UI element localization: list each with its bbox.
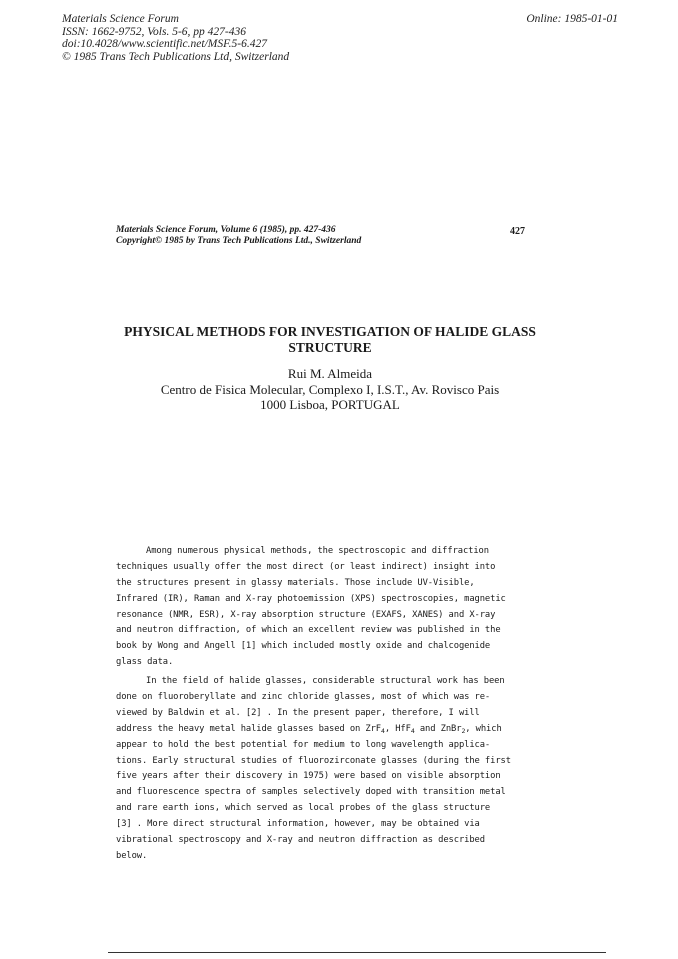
text-line: and neutron diffraction, of which an excellent review was published in the (116, 625, 501, 636)
body-text (116, 544, 536, 865)
publication-header (62, 13, 289, 63)
text-line: [3] . More direct structural information, however, may be obtained via (116, 819, 480, 830)
author-affiliation-1: Centro de Fisica Molecular, Complexo I, I.S.T., Av. Rovisco Pais (160, 381, 500, 397)
header-issn: ISSN: 1662-9752, Vols. 5-6, pp 427-436 (62, 25, 246, 38)
text-segment: , which (465, 723, 502, 734)
text-line: viewed by Baldwin et al. [2] . In the present paper, therefore, I will (116, 707, 480, 718)
header-journal: Materials Science Forum (62, 13, 179, 25)
journal-citation: Materials Science Forum, Volume 6 (1985), pp. 427-436 (116, 225, 336, 235)
text-line: techniques usually offer the most direct (or least indirect) insight into (116, 561, 496, 572)
subscript: 4 (410, 726, 415, 735)
text-line: the structures present in glassy materials. Those include UV-Visible, (116, 577, 475, 588)
journal-copyright: Copyright© 1985 by Trans Tech Publications Ltd., Switzerland (116, 236, 362, 246)
paper-title (80, 324, 580, 356)
journal-info (116, 225, 361, 247)
bottom-rule (108, 952, 606, 953)
text-line: Among numerous physical methods, the spectroscopic and diffraction (146, 546, 489, 556)
text-line: vibrational spectroscopy and X-ray and neutron diffraction as described (116, 835, 485, 846)
online-date: Online: 1985-01-01 (526, 13, 618, 25)
text-line-formulas (116, 722, 536, 738)
text-line: In the field of halide glasses, considerable structural work has been (146, 676, 505, 687)
text-line: book by Wong and Angell [1] which included mostly oxide and chalcogenide (116, 641, 491, 652)
text-line: glass data. (116, 657, 174, 668)
text-line: and fluorescence spectra of samples selectively doped with transition metal (116, 787, 506, 798)
text-line: tions. Early structural studies of fluorozirconate glasses (during the first (116, 755, 511, 766)
text-line: Infrared (IR), Raman and X-ray photoemission (XPS) spectroscopies, magnetic (116, 593, 506, 604)
author-block (80, 366, 580, 413)
page-number: 427 (510, 226, 525, 237)
header-doi[interactable]: doi:10.4028/www.scientific.net/MSF.5-6.427 (62, 38, 267, 50)
text-segment: , HfF (384, 723, 411, 734)
text-line: done on fluoroberyllate and zinc chloride glasses, most of which was re- (116, 692, 491, 703)
header-copyright: © 1985 Trans Tech Publications Ltd, Switzerland (62, 50, 290, 63)
text-line: five years after their discovery in 1975) were based on visible absorption (116, 771, 501, 782)
paragraph-1 (116, 544, 536, 671)
text-line: and rare earth ions, which served as local probes of the glass structure (116, 803, 491, 814)
subscript: 2 (461, 726, 466, 735)
text-line: appear to hold the best potential for medium to long wavelength applica- (116, 739, 491, 750)
title-line-2: STRUCTURE (288, 340, 372, 355)
text-segment: and ZnBr (414, 723, 462, 734)
title-line-1: PHYSICAL METHODS FOR INVESTIGATION OF HALIDE GLASS (124, 324, 536, 339)
subscript: 4 (381, 726, 385, 735)
text-line: below. (116, 850, 148, 861)
author-name: Rui M. Almeida (287, 366, 373, 381)
text-line: resonance (NMR, ESR), X-ray absorption structure (EXAFS, XANES) and X-ray (116, 609, 496, 620)
text-segment: address the heavy metal halide glasses based on ZrF (116, 723, 382, 734)
paragraph-2 (116, 674, 536, 865)
author-affiliation-2: 1000 Lisboa, PORTUGAL (260, 397, 400, 412)
